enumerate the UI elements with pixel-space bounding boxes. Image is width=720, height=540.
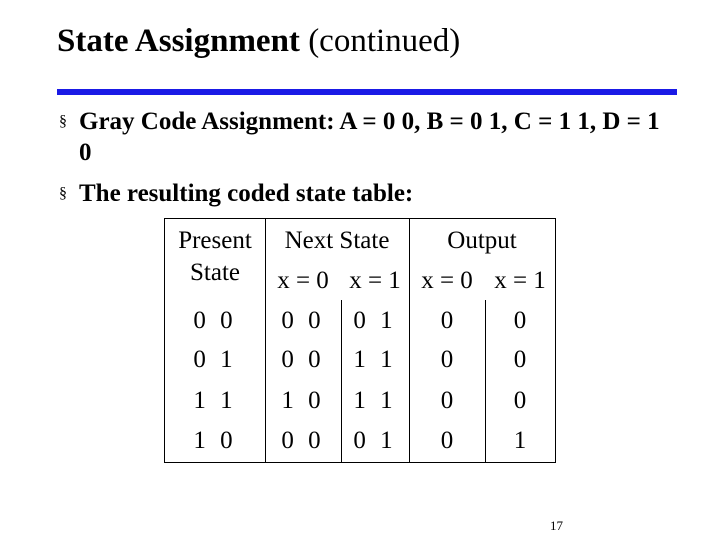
present-state-cell: 0 1 (193, 346, 237, 373)
bullet-marker-icon: § (59, 113, 67, 130)
next-state-x1-cell: 1 1 (353, 387, 397, 414)
output-x1-cell: 0 (513, 307, 527, 334)
slide-title (57, 18, 460, 64)
output-x1-cell: 0 (513, 387, 527, 414)
header-next-state: Next State (284, 227, 390, 254)
next-state-x0-cell: 0 0 (281, 307, 325, 334)
next-state-x0-cell: 0 0 (281, 427, 325, 454)
next-state-x1-cell: 0 1 (353, 427, 397, 454)
slide-title-main: State Assignment (57, 23, 300, 59)
header-present: Present (178, 227, 252, 254)
output-x1-cell: 1 (513, 427, 527, 454)
output-x0-cell: 0 (440, 427, 454, 454)
next-state-x0-cell: 0 0 (281, 346, 325, 373)
next-state-x0-cell: 1 0 (281, 387, 325, 414)
header-state: State (190, 259, 240, 286)
output-x0-cell: 0 (440, 387, 454, 414)
header-next-x1: x = 1 (349, 267, 401, 294)
present-state-cell: 1 1 (193, 387, 237, 414)
header-out-x0: x = 0 (421, 267, 473, 294)
header-next-x0: x = 0 (277, 267, 329, 294)
coded-state-table (164, 218, 556, 463)
present-state-cell: 1 0 (193, 427, 237, 454)
page-number: 17 (550, 518, 563, 533)
header-output: Output (447, 227, 517, 254)
output-x1-cell: 0 (513, 346, 527, 373)
bullet-text: The resulting coded state table: (79, 180, 414, 207)
present-state-cell: 0 0 (193, 307, 237, 334)
title-rule (57, 89, 677, 95)
bullet-marker-icon: § (59, 185, 67, 202)
header-out-x1: x = 1 (494, 267, 546, 294)
output-x0-cell: 0 (440, 307, 454, 334)
next-state-x1-cell: 1 1 (353, 346, 397, 373)
next-state-x1-cell: 0 1 (353, 307, 397, 334)
output-x0-cell: 0 (440, 346, 454, 373)
slide-title-suffix: (continued) (308, 23, 461, 59)
bullet-text: Gray Code Assignment: A = 0 0, B = 0 1, C = 1 1, D = 1 0 (79, 108, 660, 166)
